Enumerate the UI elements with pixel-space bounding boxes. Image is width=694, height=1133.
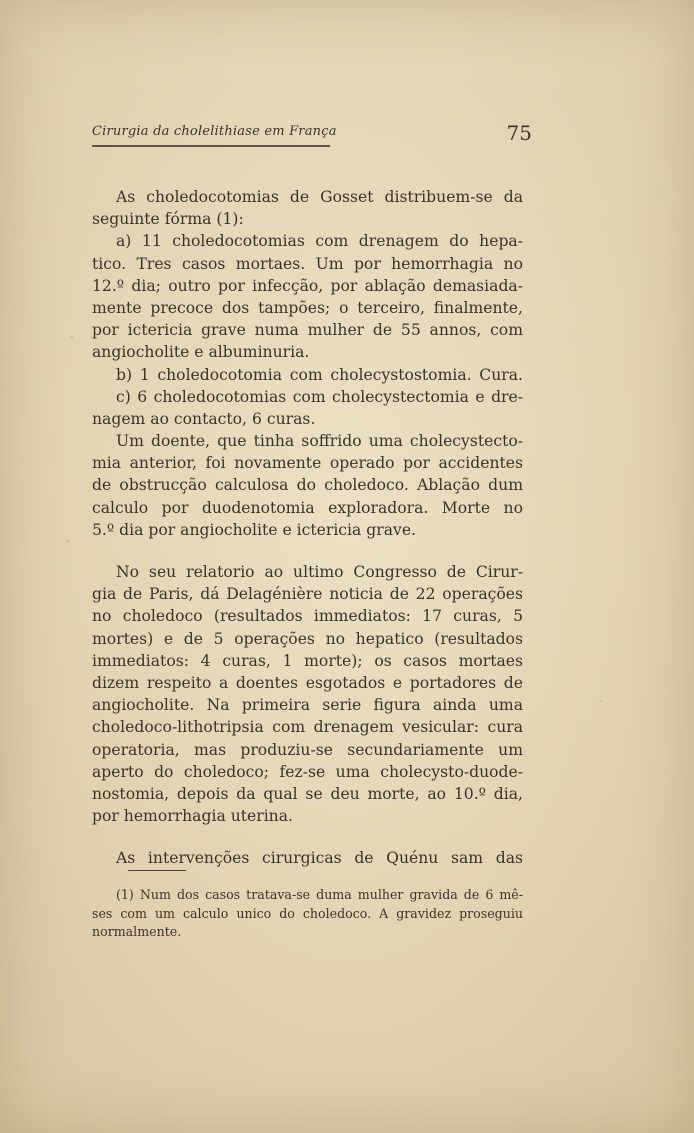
paragraph-gap — [92, 827, 523, 847]
text-line: As intervenções cirurgicas de Quénu sam das — [116, 849, 523, 868]
paper-spot — [600, 700, 602, 702]
text-line: As choledocotomias de Gosset distribuem-se da — [116, 188, 523, 206]
footnote-rule — [128, 870, 186, 871]
text-line: angiocholite e albuminuria. — [92, 343, 310, 362]
text-line: 5.º dia por angiocholite e ictericia grave. — [92, 520, 417, 539]
text-line: immediatos: 4 curas, 1 morte); os casos mortaes — [92, 651, 523, 670]
text-line: calculo por duodenotomia exploradora. Morte no — [92, 498, 523, 517]
footnote-line: (1) Num dos casos tratava-se duma mulher gravida de 6 mê- — [116, 887, 523, 902]
footnote-line: normalmente. — [92, 924, 182, 940]
header-rule — [92, 145, 330, 147]
text-line: c) 6 choledocotomias com cholecystectomia e dre- — [116, 387, 523, 406]
text-line: b) 1 choledocotomia com cholecystostomia. Cura. — [116, 365, 523, 384]
text-line: mente precoce dos tampões; o terceiro, finalmente, — [92, 298, 523, 317]
text-line: gia de Paris, dá Delagénière noticia de 22 operações — [92, 585, 523, 604]
paragraph-gap — [92, 541, 523, 561]
footnote-line: ses com um calculo unico do choledoco. A gravidez proseguiu — [92, 905, 523, 921]
footnote — [92, 886, 523, 942]
text-line: nagem ao contacto, 6 curas. — [92, 409, 316, 428]
text-line: Um doente, que tinha soffrido uma cholecystecto- — [116, 432, 523, 451]
body-text — [92, 186, 523, 869]
text-line: mia anterior, foi novamente operado por accidentes — [92, 454, 523, 473]
text-line: seguinte fórma (1): — [92, 210, 244, 229]
text-line: aperto do choledoco; fez-se uma cholecysto-duode- — [92, 762, 523, 781]
text-line: por ictericia grave numa mulher de 55 annos, com — [92, 321, 523, 340]
text-line: angiocholite. Na primeira serie figura ainda uma — [92, 696, 523, 715]
text-line: mortes) e de 5 operações no hepatico (resultados — [92, 629, 523, 648]
text-line: tico. Tres casos mortaes. Um por hemorrhagia no — [92, 254, 523, 273]
text-line: choledoco-lithotripsia com drenagem vesicular: cura — [92, 718, 523, 737]
text-line: No seu relatorio ao ultimo Congresso de Cirur- — [116, 563, 523, 581]
text-line: dizem respeito a doentes esgotados e portadores de — [92, 673, 523, 692]
text-line: por hemorrhagia uterina. — [92, 807, 293, 826]
text-line: no choledoco (resultados immediatos: 17 curas, 5 — [92, 607, 523, 626]
running-header: Cirurgia da cholelithiase em França — [92, 124, 337, 139]
text-line: nostomia, depois da qual se deu morte, ao 10.º dia, — [92, 784, 523, 803]
text-line: de obstrucção calculosa do choledoco. Ablação dum — [92, 476, 523, 495]
text-line: a) 11 choledocotomias com drenagem do hepa- — [116, 232, 523, 251]
text-line: operatoria, mas produziu-se secundariamente um — [92, 740, 523, 759]
paper-spot — [66, 540, 69, 543]
paper-spot — [70, 336, 73, 339]
page-number: 75 — [506, 121, 532, 145]
text-line: 12.º dia; outro por infecção, por ablação demasiada- — [92, 276, 523, 295]
